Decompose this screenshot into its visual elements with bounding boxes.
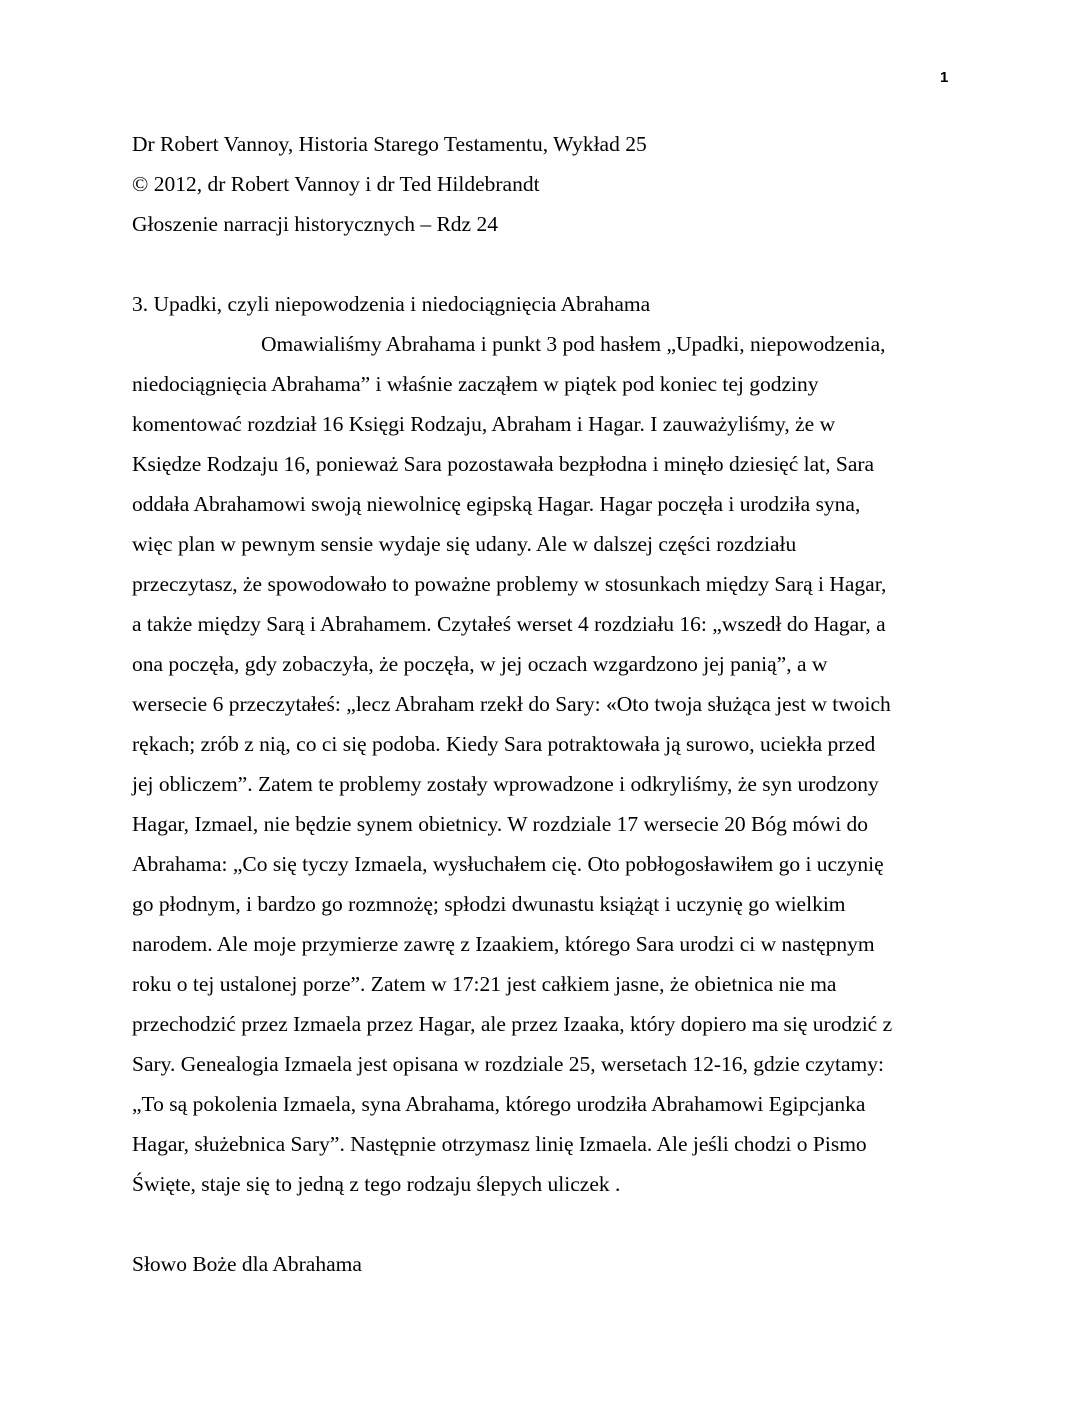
paragraph-line: jej obliczem”. Zatem te problemy zostały wprowadzone i odkryliśmy, że syn urodzony [132, 772, 879, 796]
paragraph-line: Hagar, służebnica Sary”. Następnie otrzymasz linię Izmaela. Ale jeśli chodzi o Pismo [132, 1132, 867, 1156]
document-body [132, 124, 952, 1284]
paragraph-line: przeczytasz, że spowodowało to poważne problemy w stosunkach między Sarą i Hagar, [132, 572, 887, 596]
paragraph-line: „To są pokolenia Izmaela, syna Abrahama, którego urodziła Abrahamowi Egipcjanka [132, 1092, 866, 1116]
paragraph-line: więc plan w pewnym sensie wydaje się udany. Ale w dalszej części rozdziału [132, 532, 797, 556]
paragraph-line: Hagar, Izmael, nie będzie synem obietnicy. W rozdziale 17 wersecie 20 Bóg mówi do [132, 812, 869, 836]
paragraph-line: wersecie 6 przeczytałeś: „lecz Abraham rzekł do Sary: «Oto twoja służąca jest w twoich [132, 692, 891, 716]
paragraph-line: oddała Abrahamowi swoją niewolnicę egipską Hagar. Hagar poczęła i urodziła syna, [132, 492, 861, 516]
spacer [132, 244, 952, 284]
next-section-heading: Słowo Boże dla Abrahama [132, 1252, 362, 1276]
lecture-subtitle: Głoszenie narracji historycznych – Rdz 24 [132, 212, 498, 236]
paragraph-line: a także między Sarą i Abrahamem. Czytałeś werset 4 rozdziału 16: „wszedł do Hagar, a [132, 612, 886, 636]
paragraph-line: Księdze Rodzaju 16, ponieważ Sara pozostawała bezpłodna i minęło dziesięć lat, Sara [132, 452, 875, 476]
copyright-line: © 2012, dr Robert Vannoy i dr Ted Hildebrandt [132, 172, 540, 196]
paragraph-line: niedociągnięcia Abrahama” i właśnie zacząłem w piątek pod koniec tej godziny [132, 372, 819, 396]
paragraph-line: rękach; zrób z nią, co ci się podoba. Kiedy Sara potraktowała ją surowo, uciekła przed [132, 732, 876, 756]
paragraph-line: roku o tej ustalonej porze”. Zatem w 17:21 jest całkiem jasne, że obietnica nie ma [132, 972, 837, 996]
paragraph-line: Sary. Genealogia Izmaela jest opisana w rozdziale 25, wersetach 12-16, gdzie czytamy: [132, 1052, 884, 1076]
section-heading: 3. Upadki, czyli niepowodzenia i niedociągnięcia Abrahama [132, 292, 651, 316]
paragraph-line: Omawialiśmy Abrahama i punkt 3 pod hasłem „Upadki, niepowodzenia, [261, 332, 886, 356]
paragraph-line: Święte, staje się to jedną z tego rodzaju ślepych uliczek . [132, 1172, 621, 1196]
paragraph-line: komentować rozdział 16 Księgi Rodzaju, Abraham i Hagar. I zauważyliśmy, że w [132, 412, 836, 436]
paragraph-line: narodem. Ale moje przymierze zawrę z Izaakiem, którego Sara urodzi ci w następnym [132, 932, 875, 956]
paragraph-line: Abrahama: „Co się tyczy Izmaela, wysłuchałem cię. Oto pobłogosławiłem go i uczynię [132, 852, 884, 876]
spacer [132, 1204, 952, 1244]
page-number: 1 [940, 69, 949, 86]
paragraph-line: ona poczęła, gdy zobaczyła, że poczęła, w jej oczach wzgardzono jej panią”, a w [132, 652, 828, 676]
body-paragraph [132, 324, 952, 1204]
paragraph-line: go płodnym, i bardzo go rozmnożę; spłodzi dwunastu książąt i uczynię go wielkim [132, 892, 846, 916]
lecture-title: Dr Robert Vannoy, Historia Starego Testamentu, Wykład 25 [132, 132, 647, 156]
paragraph-line: przechodzić przez Izmaela przez Hagar, ale przez Izaaka, który dopiero ma się urodzić z [132, 1012, 893, 1036]
